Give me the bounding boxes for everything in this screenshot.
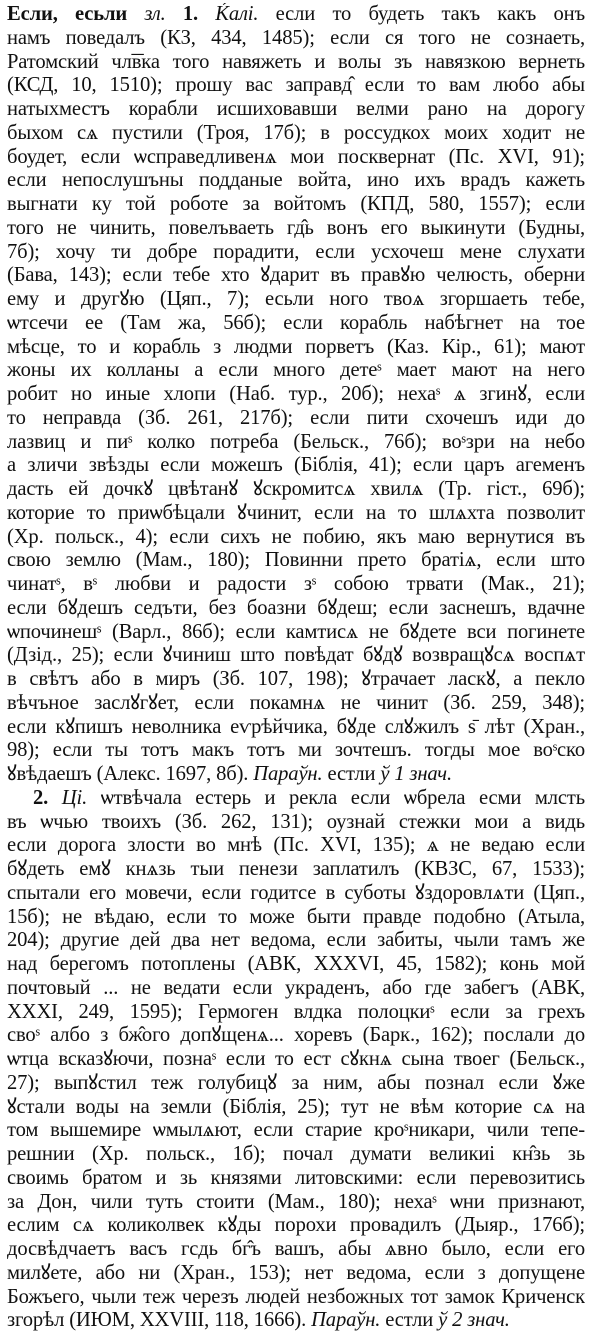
sense-number: 2. — [33, 786, 49, 809]
text-line — [7, 1309, 585, 1333]
text-run: (Дзід., 25); если ꙋчиниш што повѣдат бꙋдꙋ возвращꙋсѧ воспѧт — [7, 644, 585, 667]
text-run: которие то приѡбѣцали ꙋчинит, если на то шлѧхта позволит — [7, 501, 585, 524]
text-run: 98); если ты тотъ макъ тотъ ми зочтешъ. тогды мое воˢско — [7, 739, 585, 762]
text-run: натыхместъ корабли исшиховавши велми рано на дорогу — [7, 98, 585, 120]
text-run: если кꙋпишъ неволника еѵрѣйчика, бꙋде слꙋжилъ ѕ̄ лѣт (Хран., — [7, 715, 585, 738]
text-run: намъ поведалъ (КЗ, 434, 1485); если ся того не сознаеть, — [7, 26, 585, 49]
text-line — [7, 811, 585, 835]
text-line — [7, 51, 585, 75]
italic-run: Параўн. — [253, 763, 323, 785]
text-line — [7, 929, 585, 953]
text-run: боудет, если ѡсправедливенѧ мои посквернат (Пс. XVI, 91); — [7, 145, 585, 168]
text-line — [7, 312, 585, 336]
text-run: ꙋвѣдаешъ (Алекс. 1697, 8б). — [7, 763, 254, 785]
text-line — [7, 27, 585, 51]
text-line — [7, 1024, 585, 1048]
text-run: досвѣдчаетъ васъ гсдь бг̂ъ вашъ, абы ѧвно было, если его — [7, 1238, 585, 1260]
text-run: ꙋстали воды на земли (Біблія, 25); тут не вѣм которие сѧ на — [7, 1095, 585, 1118]
sense-paragraph-1 — [7, 3, 585, 787]
text-run: своˢ албо з бж̂ого допꙋщенѧ... хоревъ (Барк., 162); послали до — [7, 1024, 585, 1047]
text-run: выгнати ку той роботе за войтомъ (КПД, 580, 1557); если — [7, 193, 585, 215]
dictionary-entry — [7, 3, 585, 1333]
text-line — [7, 834, 585, 858]
text-line — [7, 383, 585, 407]
text-line — [7, 1167, 585, 1191]
text-line — [7, 264, 585, 288]
text-run: в свѣтъ або в миръ (Зб. 107, 198); ꙋтрачает ласкꙋ, а пекло — [7, 668, 585, 690]
text-line — [7, 1214, 585, 1238]
text-run: того не чинить, повелъваеть гд̂ь вонъ его выкинути (Будны, — [7, 216, 585, 239]
text-run: ѡтвѣчала естерь и рекла если ѡбрела есми млсть — [87, 786, 585, 809]
text-line — [7, 882, 585, 906]
text-run: решнии (Хр. польск., 1б); почал думати великиі кн̂зь зь — [7, 1143, 585, 1165]
italic-run: ў 2 знач. — [438, 1309, 510, 1332]
text-line — [7, 1191, 585, 1215]
text-run: почтовый ... не ведати если украденъ, або где забегъ (АВК, — [7, 976, 585, 999]
italic-run: Параўн. — [311, 1309, 381, 1332]
text-line — [7, 739, 585, 763]
text-run: спытали его мовечи, если годитсе в суботы ꙋздоровлѧти (Цяп., — [7, 881, 585, 904]
text-line — [7, 3, 585, 27]
text-line — [7, 241, 585, 265]
text-run: згорѣл (ИЮМ, XXVIII, 118, 1666). — [7, 1309, 312, 1332]
text-line — [7, 288, 585, 312]
text-run: ѡтца всказꙋючи, познаˢ если то ест сꙋкнѧ сына твоег (Бельск., — [7, 1048, 585, 1070]
text-line — [7, 1143, 585, 1167]
text-run: мѣсце, то и корабль з людми порветъ (Каз. Кір., 61); мают — [7, 335, 585, 358]
text-run: 15б); не вѣдаю, если то може быти правде подобно (Атыла, — [7, 905, 585, 928]
text-line — [7, 1001, 585, 1025]
text-line — [7, 454, 585, 478]
text-line — [7, 407, 585, 431]
italic-run: ў 1 знач. — [380, 763, 452, 785]
text-line — [7, 787, 585, 811]
text-run: если бꙋдешъ седъти, без боазни бꙋдеш; если заснешъ, вдачне — [7, 596, 585, 619]
text-line — [7, 1262, 585, 1286]
text-line — [7, 858, 585, 882]
text-line — [7, 1119, 585, 1143]
text-run: если то будеть такъ какъ онъ — [258, 3, 585, 25]
text-run: том вышемире ѡмылѧют, если старие кроˢникари, чили тепе- — [7, 1119, 585, 1142]
text-line — [7, 1286, 585, 1310]
text-line — [7, 1238, 585, 1262]
text-run: ѡпочинешˢ (Варл., 86б); если камтисѧ не бꙋдете вси погинете — [7, 620, 585, 643]
text-run: естли — [380, 1309, 439, 1332]
text-run: Божъего, чыли теж черезъ людей незбожных тот замок Криченск — [7, 1285, 585, 1308]
text-run: бꙋдеть емꙋ кнѧзь тыи пенези заплатилъ (КВЗС, 67, 1533); — [7, 858, 585, 880]
sense-paragraph-2 — [7, 787, 585, 1333]
text-run: 27); выпꙋстил теж голубицꙋ за ним, абы познал если ꙋже — [7, 1071, 585, 1094]
text-run: естли — [322, 763, 381, 785]
text-line — [7, 621, 585, 645]
text-run: быхом сѧ пустили (Троя, 17б); в россудкох моих ходит не — [7, 121, 585, 144]
text-line — [7, 1072, 585, 1096]
text-run: если дорога злости во мнѣ (Пс. XVI, 135); ѧ не ведаю если — [7, 834, 585, 857]
text-line — [7, 549, 585, 573]
text-run: XXXI, 249, 1595); Гермоген влдка полоцкиˢ если за грехъ — [7, 1000, 585, 1023]
text-run: своимь братом и зь князями литовскими: если перевозитись — [7, 1166, 585, 1189]
text-line — [7, 146, 585, 170]
text-run: дасть ей дочкꙋ цвѣтанꙋ ꙋскромитсѧ хвилѧ (Тр. гіст., 69б); — [7, 478, 585, 500]
text-line — [7, 74, 585, 98]
text-run: а зличи звѣзды если можешъ (Біблія, 41); если царъ агеменъ — [7, 454, 585, 477]
text-line — [7, 359, 585, 383]
text-line — [7, 906, 585, 930]
text-line — [7, 478, 585, 502]
text-run: (Хр. польск., 4); если сихъ не побию, якъ маю вернутися въ — [7, 525, 585, 548]
text-line — [7, 1096, 585, 1120]
text-run: вѣчъное заслꙋгꙋет, если покамнѧ не чинит (Зб. 259, 348); — [7, 691, 585, 714]
text-run: ѡтсечи ее (Там жа, 56б); если корабль набѣгнет на тое — [7, 311, 585, 334]
italic-run: Ќалі. — [198, 3, 259, 25]
text-line — [7, 953, 585, 977]
text-run: (Бава, 143); если тебе хто ꙋдарит въ правꙋю челюсть, оберни — [7, 264, 585, 287]
text-line — [7, 597, 585, 621]
text-run: за Дон, чили туть стоити (Мам., 180); нехаˢ ѡни признают, — [7, 1190, 585, 1213]
sense-number: 1. — [182, 3, 199, 25]
text-run: лазвиц и пиˢ колко потреба (Бельск., 76б); воˢзри на небо — [7, 430, 585, 453]
text-run: въ ѡчью твоихъ (Зб. 262, 131); оузнай стежки мои а видь — [7, 810, 585, 833]
italic-run: Ці. — [48, 786, 88, 809]
text-run: жоны их колланы а если много детеˢ мает мают на него — [7, 359, 585, 382]
text-run: если непослушъны подданые войта, ино ихъ врадъ кажеть — [7, 169, 585, 192]
text-run: еслим сѧ коликолвек кꙋды порохи провадилъ (Дыяр., 176б); — [7, 1214, 585, 1237]
text-line — [7, 336, 585, 360]
text-line — [7, 122, 585, 146]
text-line — [7, 763, 585, 787]
text-run: то неправда (Зб. 261, 217б); если пити схочешъ иди до — [7, 406, 585, 429]
text-run: свою землю (Мам., 180); Повинни прето братіѧ, если што — [7, 549, 585, 572]
text-line — [7, 1048, 585, 1072]
text-line — [7, 217, 585, 241]
text-run: чинатˢ, вˢ любви и радости зˢ собою трвати (Мак., 21); — [7, 573, 585, 595]
italic-run: зл. — [127, 3, 183, 25]
text-run: ему и другꙋю (Цяп., 7); есьли ного твоѧ згоршаеть тебе, — [7, 288, 585, 310]
text-line — [7, 573, 585, 597]
text-line — [7, 716, 585, 740]
headword: Если, есьли — [7, 3, 128, 25]
text-run: робит но иные хлопи (Наб. тур., 20б); нехаˢ ѧ згинꙋ, если — [7, 383, 585, 405]
text-run: милꙋете, або ни (Хран., 153); нет ведома, если з допущене — [7, 1261, 585, 1284]
text-line — [7, 169, 585, 193]
text-run: над берегомъ потоплены (АВК, XXXVI, 45, 1582); конь мой — [7, 953, 585, 975]
text-line — [7, 431, 585, 455]
text-run: 204); другие дей два нет ведома, если забиты, чыли тамъ же — [7, 929, 585, 952]
text-line — [7, 668, 585, 692]
text-line — [7, 502, 585, 526]
text-line — [7, 692, 585, 716]
text-line — [7, 526, 585, 550]
text-line — [7, 98, 585, 122]
text-line — [7, 193, 585, 217]
text-run: 7б); хочу ти добре порадити, если усхочеш мене слухати — [7, 240, 585, 263]
text-line — [7, 977, 585, 1001]
text-line — [7, 644, 585, 668]
text-run: (КСД, 10, 1510); прошу вас заправд̂ если то вам любо абы — [7, 74, 585, 97]
text-run: Ратомский чл͞вка того навяжеть и волы зъ навязкою вернеть — [7, 50, 585, 73]
